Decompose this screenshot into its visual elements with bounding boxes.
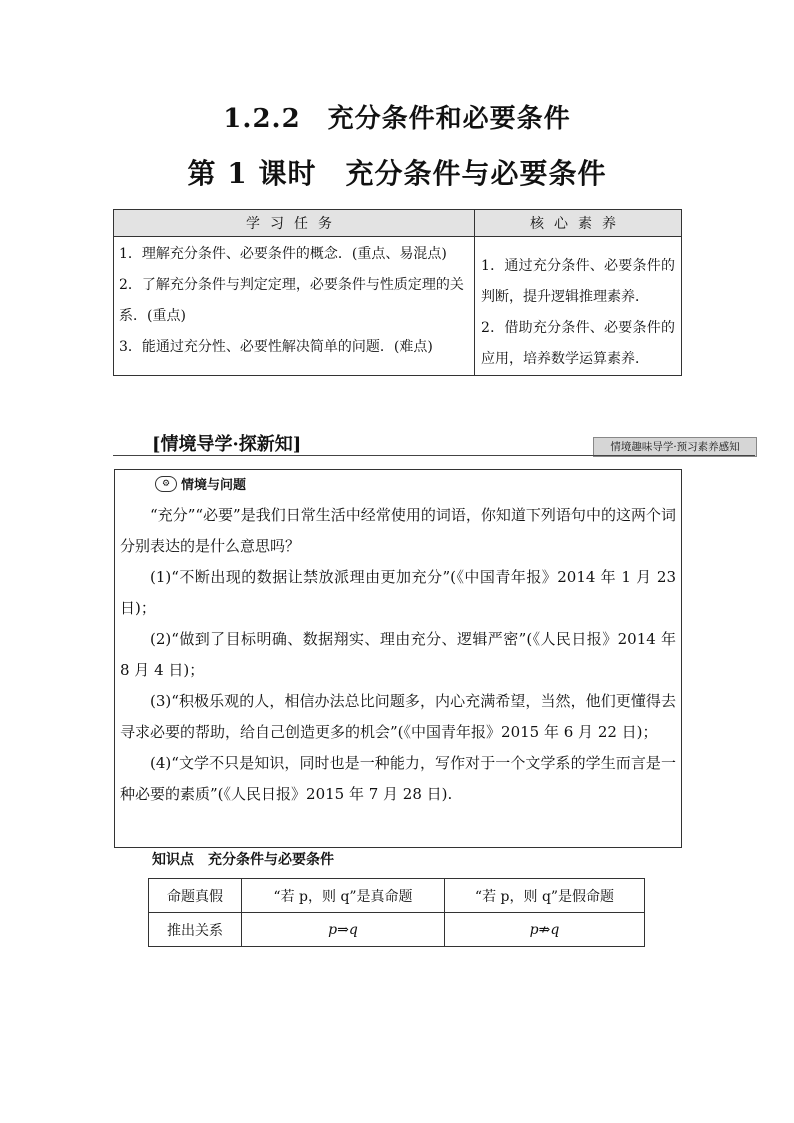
- context-text: [120, 500, 676, 810]
- knowledge-point-label: 知识点: [152, 852, 194, 868]
- lesson-title: 第 1 课时 充分条件与必要条件: [187, 157, 607, 190]
- context-heading-label: 情境与问题: [181, 478, 247, 493]
- table-cell: p⇒q: [242, 913, 445, 947]
- context-heading: [155, 474, 246, 493]
- table-cell: “若 p，则 q”是真命题: [242, 879, 445, 913]
- knowledge-table: [148, 878, 645, 947]
- competency-item: 1．通过充分条件、必要条件的判断，提升逻辑推理素养．: [481, 258, 675, 305]
- context-paragraph: “充分”“必要”是我们日常生活中经常使用的词语，你知道下列语句中的这两个词分别表达的是什么意思吗？: [120, 506, 676, 555]
- tasks-header: 学习任务: [114, 210, 475, 237]
- task-item: 1．理解充分条件、必要条件的概念．(重点、易混点): [119, 246, 447, 262]
- task-item: 2．了解充分条件与判定定理，必要条件与性质定理的关系．(重点): [119, 277, 464, 324]
- section-title: 1.2.2 充分条件和必要条件: [223, 104, 571, 134]
- competency-cell: [475, 237, 682, 376]
- knowledge-point: [152, 849, 348, 869]
- tasks-table: [113, 209, 682, 376]
- knowledge-point-title: 充分条件与必要条件: [208, 852, 334, 868]
- table-cell: “若 p，则 q”是假命题: [445, 879, 645, 913]
- section-tag: 情境趣味导学·预习素养感知: [593, 437, 757, 457]
- table-cell: 命题真假: [149, 879, 242, 913]
- context-paragraph: (3)“积极乐观的人，相信办法总比问题多，内心充满希望，当然，他们更懂得去寻求必要的帮助，给自己创造更多的机会”(《中国青年报》2015 年 6 月 22 日)；: [120, 692, 676, 741]
- task-item: 3．能通过充分性、必要性解决简单的问题．(难点): [119, 339, 433, 355]
- competency-header: 核心素养: [475, 210, 682, 237]
- table-cell: p⇏q: [445, 913, 645, 947]
- context-paragraph: (2)“做到了目标明确、数据翔实、理由充分、逻辑严密”(《人民日报》2014 年 8 月 4 日)；: [120, 630, 676, 679]
- section-heading: [情境导学·探新知]: [152, 434, 302, 455]
- tasks-cell: [114, 237, 475, 376]
- competency-item: 2．借助充分条件、必要条件的应用，培养数学运算素养．: [481, 320, 675, 367]
- context-paragraph: (4)“文学不只是知识，同时也是一种能力，写作对于一个文学系的学生而言是一种必要的素质”(《人民日报》2015 年 7 月 28 日).: [120, 754, 676, 803]
- section-divider: [113, 455, 755, 456]
- context-icon: ⚙: [155, 476, 177, 492]
- context-paragraph: (1)“不断出现的数据让禁放派理由更加充分”(《中国青年报》2014 年 1 月 23 日)；: [120, 568, 676, 617]
- table-cell: 推出关系: [149, 913, 242, 947]
